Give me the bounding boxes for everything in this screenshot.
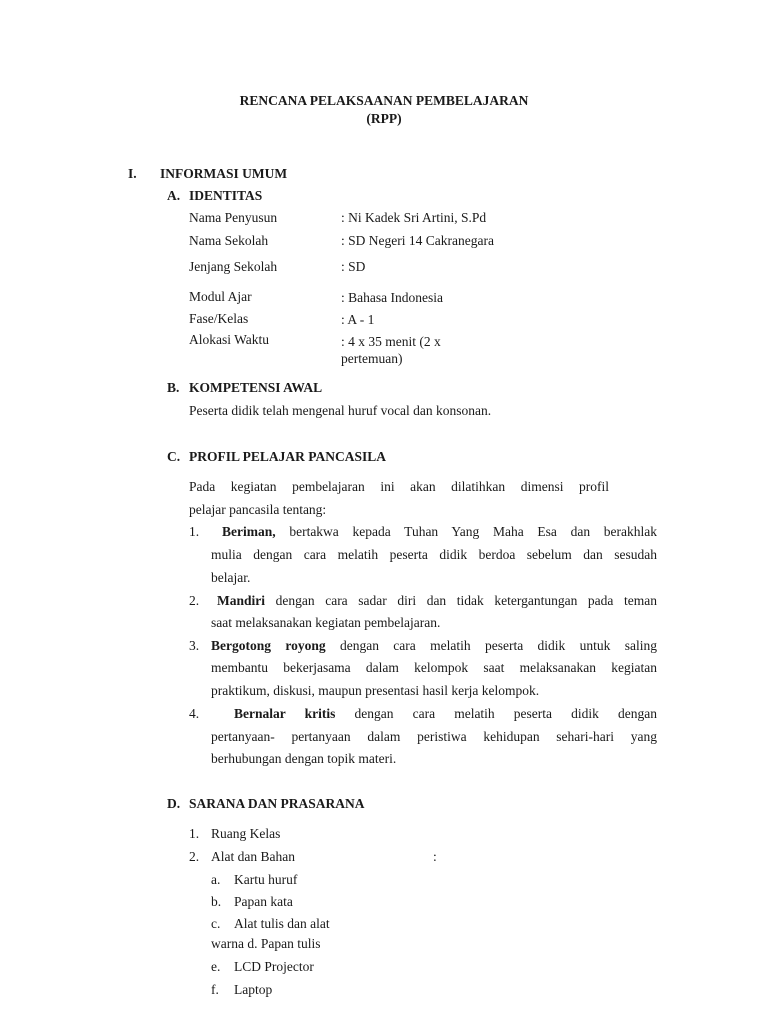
identity-label: Modul Ajar [189,289,252,304]
identity-value: : A - 1 [341,312,375,327]
list-item-line [234,705,657,722]
identity-value-cell [341,333,481,366]
sublist-letter: a. [211,872,221,887]
document-title: RENCANA PELAKSAANAN PEMBELAJARAN [239,93,529,108]
list-item-line [217,592,657,609]
subsection-heading-profil: PROFIL PELAJAR PANCASILA [189,449,387,464]
list-item-line: saat melaksanakan kegiatan pembelajaran. [211,615,441,630]
sublist-item: Papan kata [234,894,293,909]
list-item-line: membantu bekerjasama dalam kelompok saat melaksanakan kegiatan [211,660,657,675]
subsection-letter: B. [167,380,180,395]
list-number: 4. [189,706,200,721]
document-subtitle: (RPP) [366,111,402,126]
subsection-heading-kompetensi: KOMPETENSI AWAL [189,380,323,395]
profil-intro-line: Pada kegiatan pembelajaran ini akan dilatihkan dimensi profil [189,479,609,494]
section-heading: INFORMASI UMUM [160,166,288,181]
profil-intro-line: pelajar pancasila tentang: [189,502,327,517]
subsection-letter: C. [167,449,181,464]
subsection-letter: D. [167,796,181,811]
list-item-line: belajar. [211,570,251,585]
list-item-keyword: Bergotong royong [211,638,326,653]
sublist-item: Kartu huruf [234,872,298,887]
identity-label: Alokasi Waktu [189,332,270,347]
sublist-letter: f. [211,982,219,997]
sublist-letter: e. [211,959,221,974]
list-item-line [211,637,657,654]
identity-value: : Bahasa Indonesia [341,290,443,305]
section-number: I. [128,166,137,181]
list-item-keyword: Mandiri [217,593,266,608]
sublist-item: LCD Projector [234,959,314,974]
identity-value: : SD [341,259,366,274]
list-item-text: dengan cara melatih peserta didik dengan [354,706,658,721]
subsection-heading-identitas: IDENTITAS [189,188,263,203]
list-number: 3. [189,638,200,653]
identity-label: Jenjang Sekolah [189,259,278,274]
identity-value: : Ni Kadek Sri Artini, S.Pd [341,210,487,225]
sublist-item: warna d. Papan tulis [211,936,321,951]
list-item-text: dengan cara sadar diri dan tidak ketergantungan pada teman [275,593,657,608]
list-item-text: dengan cara melatih peserta didik untuk saling [339,638,658,653]
sublist-item: Laptop [234,982,273,997]
kompetensi-text: Peserta didik telah mengenal huruf vocal dan konsonan. [189,403,492,418]
sublist-letter: b. [211,894,222,909]
identity-label: Nama Sekolah [189,233,269,248]
list-item-line: mulia dengan cara melatih peserta didik berdoa sebelum dan sesudah [211,547,657,562]
list-number: 1. [189,826,200,841]
identity-value-overflow: pertemuan) [341,351,403,366]
list-item-line: berhubungan dengan topik materi. [211,751,397,766]
list-item-colon: : [433,849,437,864]
list-item-line: praktikum, diskusi, maupun presentasi hasil kerja kelompok. [211,683,540,698]
list-item-keyword: Beriman, [222,524,276,539]
list-item-line [222,523,657,540]
identity-label: Nama Penyusun [189,210,278,225]
identity-value: : 4 x 35 menit (2 x [341,334,441,349]
sublist-item: Alat tulis dan alat [234,916,330,931]
list-number: 2. [189,849,200,864]
subsection-heading-sarana: SARANA DAN PRASARANA [189,796,365,811]
list-item-line: pertanyaan- pertanyaan dalam peristiwa kehidupan sehari-hari yang [211,729,657,744]
list-item-text: Alat dan Bahan [211,849,295,864]
list-item-text: bertakwa kepada Tuhan Yang Maha Esa dan berakhlak [289,524,657,539]
list-item-text: Ruang Kelas [211,826,281,841]
list-number: 1. [189,524,200,539]
list-item-keyword: Bernalar kritis [234,706,336,721]
subsection-letter: A. [167,188,181,203]
identity-value: : SD Negeri 14 Cakranegara [341,233,494,248]
list-number: 2. [189,593,200,608]
sublist-letter: c. [211,916,221,931]
identity-label: Fase/Kelas [189,311,249,326]
